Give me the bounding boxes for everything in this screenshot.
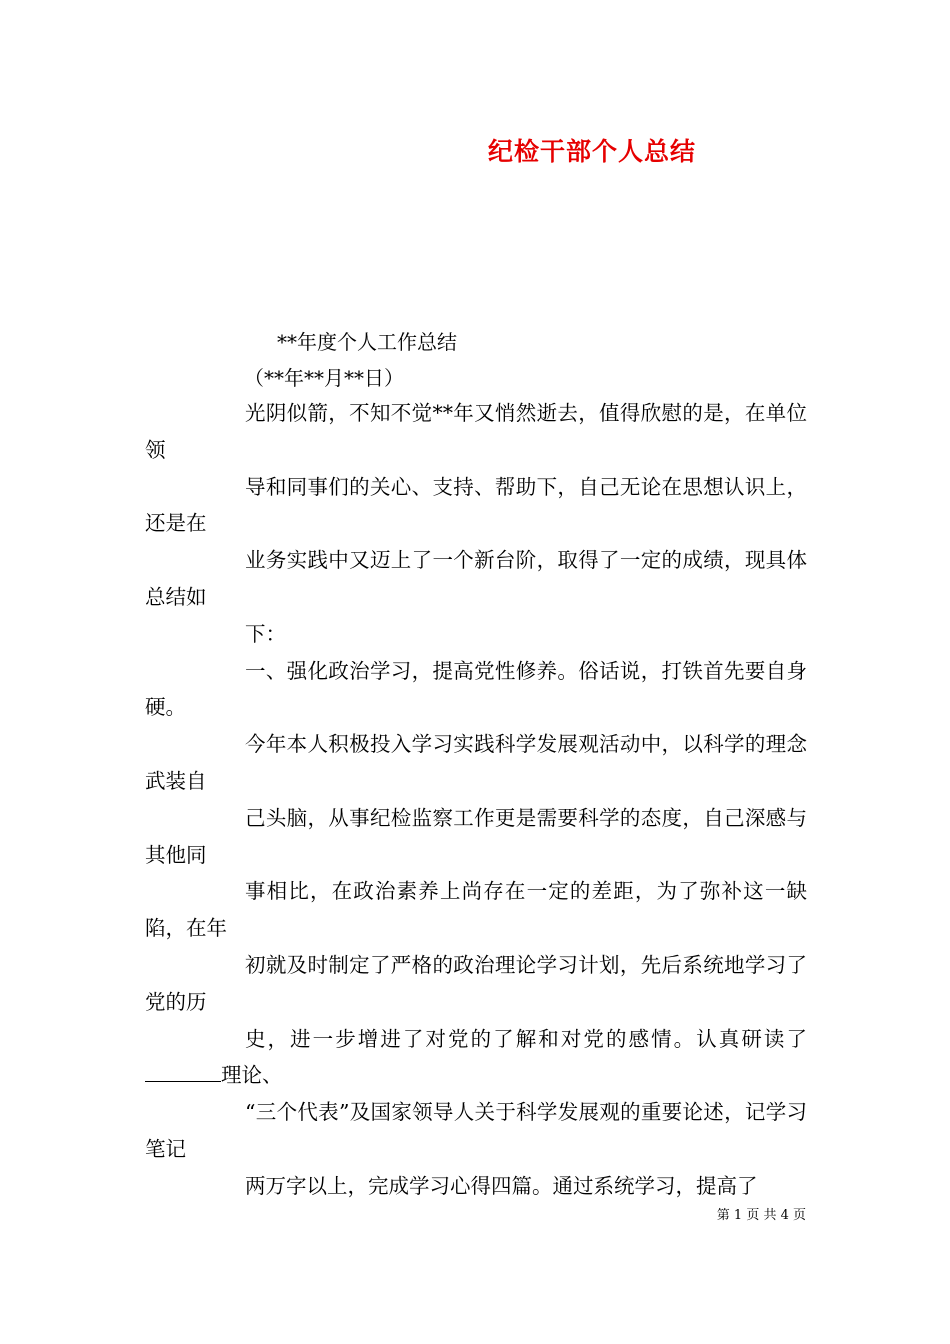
body-paragraph: 两万字以上，完成学习心得四篇。通过系统学习，提高了 bbox=[245, 1173, 758, 1198]
body-paragraph: 初就及时制定了严格的政治理论学习计划，先后系统地学习了党的历 bbox=[145, 952, 807, 1014]
body-paragraph: 导和同事们的关心、支持、帮助下，自己无论在思想认识上，还是在 bbox=[145, 474, 807, 536]
body-paragraph: 下： bbox=[245, 621, 286, 646]
body-paragraph: 一、强化政治学习，提高党性修养。俗话说，打铁首先要自身硬。 bbox=[145, 658, 807, 720]
paragraph-text: 史，进一步增进了对党的了解和对党的感情。认真研读了 bbox=[245, 1026, 807, 1051]
body-paragraph: 业务实践中又迈上了一个新台阶，取得了一定的成绩，现具体总结如 bbox=[145, 548, 807, 609]
body-paragraph: 事相比，在政治素养上尚存在一定的差距，为了弥补这一缺陷，在年 bbox=[145, 879, 807, 941]
document-date: （**年**月**日） bbox=[244, 366, 404, 390]
body-paragraph: 光阴似箭，不知不觉**年又悄然逝去，值得欣慰的是，在单位领 bbox=[145, 401, 807, 462]
fill-in-blank bbox=[145, 1059, 221, 1082]
body-paragraph: “三个代表”及国家领导人关于科学发展观的重要论述，记学习笔记 bbox=[145, 1100, 807, 1161]
document-subtitle: **年度个人工作总结 bbox=[277, 330, 457, 354]
document-body bbox=[145, 395, 807, 1205]
document-title: 纪检干部个人总结 bbox=[488, 137, 697, 166]
paragraph-text: 理论、 bbox=[221, 1063, 283, 1088]
body-paragraph: 己头脑，从事纪检监察工作更是需要科学的态度，自己深感与其他同 bbox=[145, 805, 807, 867]
body-paragraph: 今年本人积极投入学习实践科学发展观活动中，以科学的理念武装自 bbox=[145, 732, 807, 793]
body-paragraph-with-blank bbox=[145, 1021, 807, 1095]
page-number: 第 1 页 共 4 页 bbox=[716, 1208, 806, 1223]
